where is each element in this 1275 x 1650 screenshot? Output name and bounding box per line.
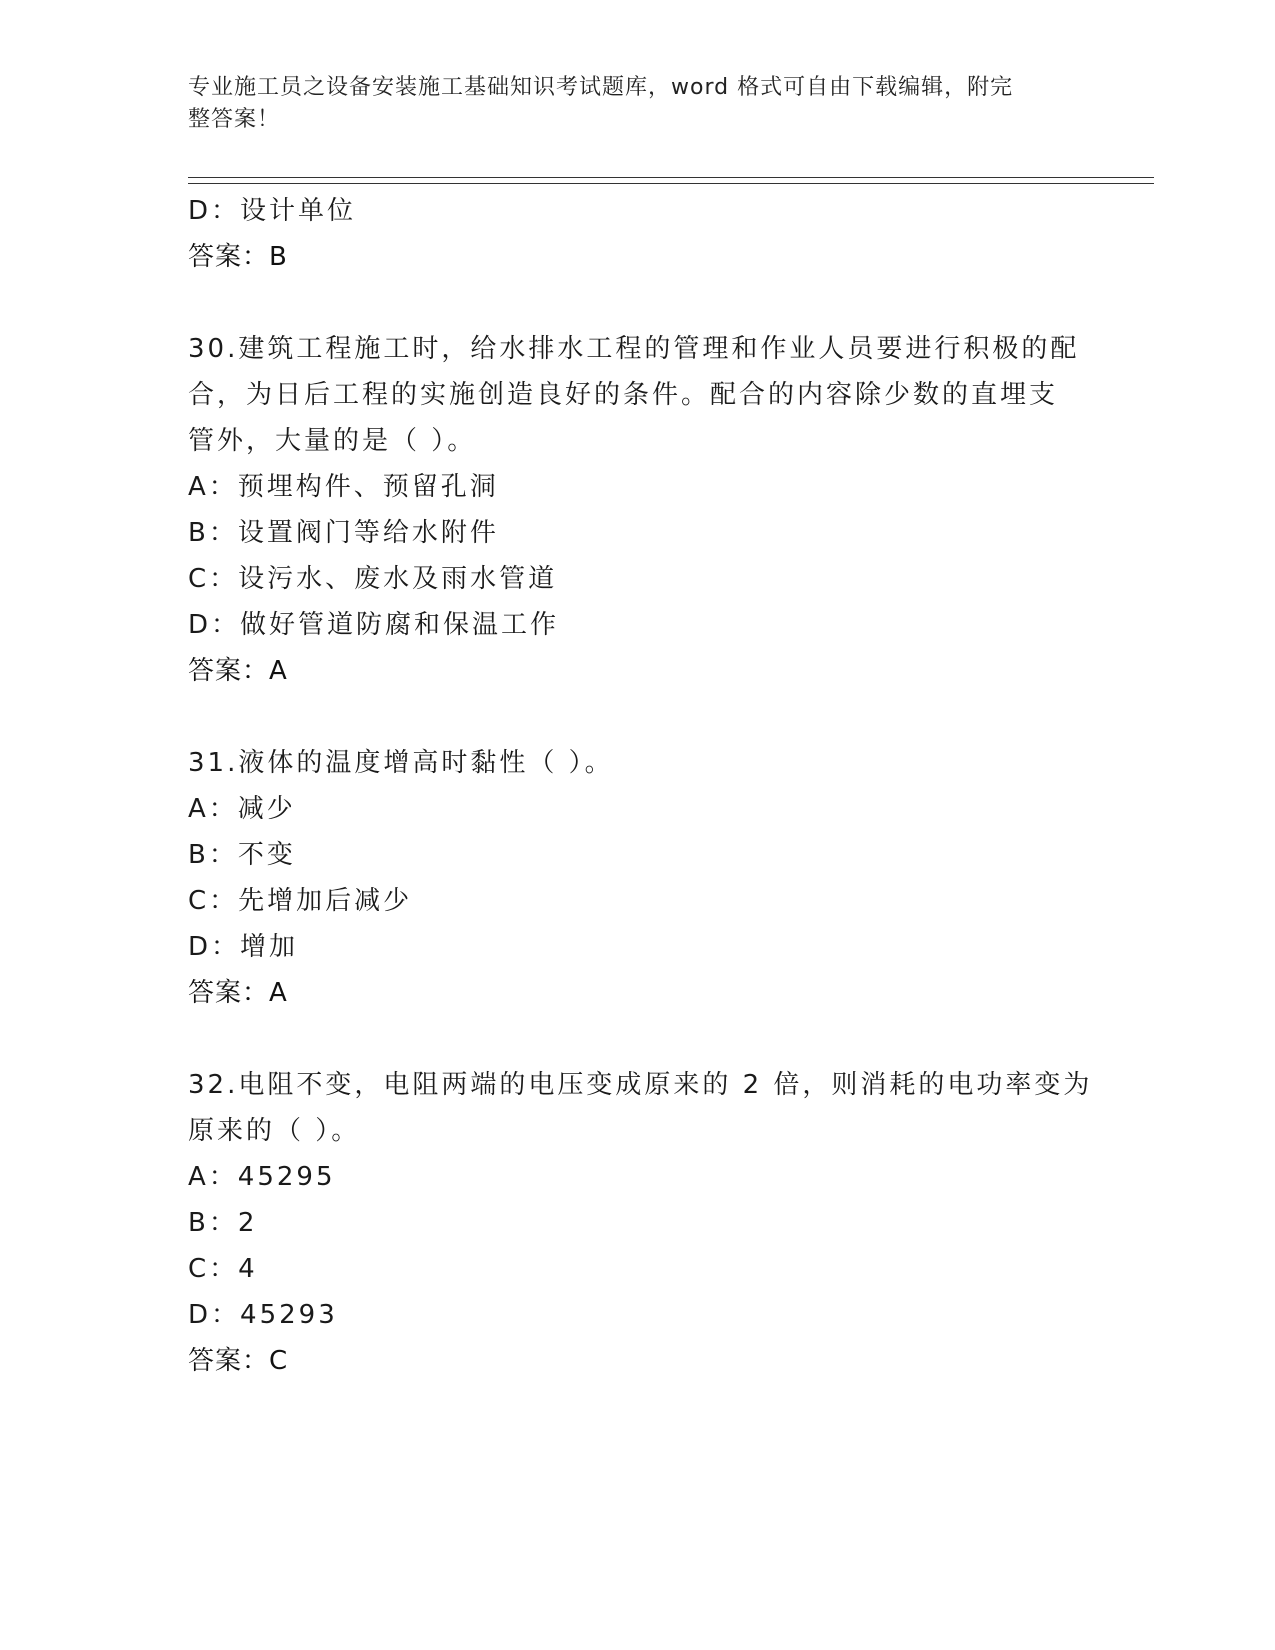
option-d: D：做好管道防腐和保温工作	[188, 610, 560, 640]
option-a: A：45295	[188, 1162, 336, 1192]
question-31	[188, 740, 1088, 1016]
header-line-1: 专业施工员之设备安装施工基础知识考试题库，word 格式可自由下载编辑，附完	[188, 75, 1014, 100]
question-text-line: 管外，大量的是（ ）。	[188, 426, 477, 456]
previous-question-tail	[188, 188, 1088, 280]
option-b: B：不变	[188, 840, 296, 870]
spacer	[188, 1016, 1088, 1062]
option-c: C：4	[188, 1254, 258, 1284]
exam-content	[188, 188, 1093, 1384]
option-b: B：设置阀门等给水附件	[188, 518, 499, 548]
option-c: C：设污水、废水及雨水管道	[188, 564, 558, 594]
question-text-line: 31.液体的温度增高时黏性（ ）。	[188, 748, 614, 778]
question-text-line: 30.建筑工程施工时，给水排水工程的管理和作业人员要进行积极的配	[188, 334, 1080, 364]
document-header	[188, 72, 1068, 136]
question-text-line: 原来的（ ）。	[188, 1116, 361, 1146]
spacer	[188, 280, 1088, 326]
header-divider-top	[188, 177, 1154, 178]
question-32	[188, 1062, 1093, 1384]
question-text-line: 合，为日后工程的实施创造良好的条件。配合的内容除少数的直埋支	[188, 380, 1059, 410]
option-d: D：45293	[188, 1300, 338, 1330]
answer: 答案：C	[188, 1346, 289, 1376]
option-c: C：先增加后减少	[188, 886, 413, 916]
answer: 答案：B	[188, 242, 288, 272]
header-divider-bottom	[188, 183, 1154, 184]
spacer	[188, 694, 1088, 740]
answer: 答案：A	[188, 978, 288, 1008]
option-d: D：设计单位	[188, 196, 357, 226]
answer: 答案：A	[188, 656, 288, 686]
header-line-2: 整答案！	[188, 107, 281, 132]
question-text-line: 32.电阻不变，电阻两端的电压变成原来的 2 倍，则消耗的电功率变为	[188, 1070, 1093, 1100]
option-a: A：减少	[188, 794, 296, 824]
option-a: A：预埋构件、预留孔洞	[188, 472, 499, 502]
option-d: D：增加	[188, 932, 299, 962]
question-30	[188, 326, 1088, 694]
option-b: B：2	[188, 1208, 258, 1238]
